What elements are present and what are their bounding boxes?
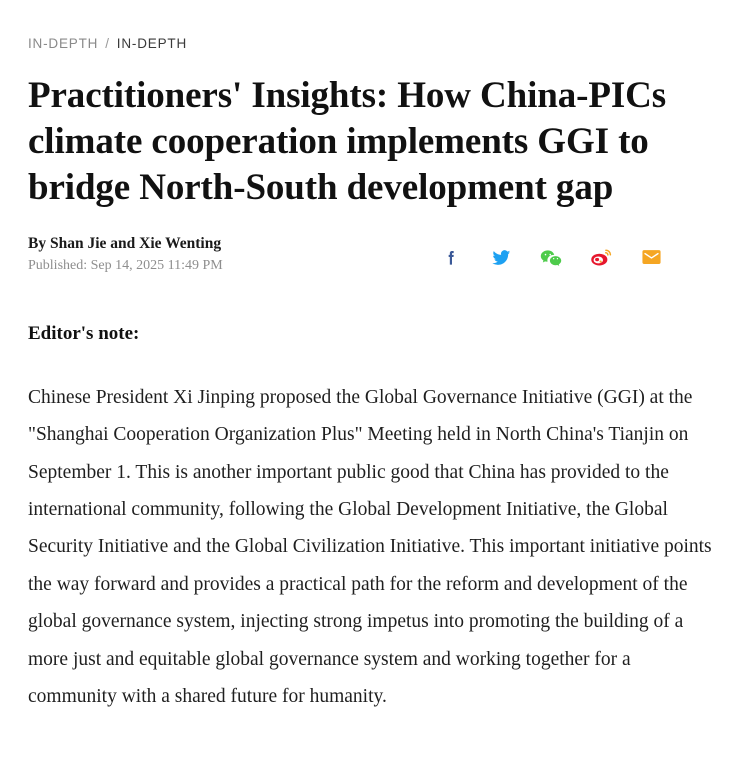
author-byline: By Shan Jie and Xie Wenting (28, 234, 222, 252)
wechat-icon[interactable] (540, 247, 562, 269)
weibo-icon[interactable] (590, 247, 612, 269)
published-timestamp: Published: Sep 14, 2025 11:49 PM (28, 257, 223, 273)
breadcrumb-current[interactable]: IN-DEPTH (116, 36, 188, 51)
article-body-paragraph: Chinese President Xi Jinping proposed the Global Governance Initiative (GGI) at the "Shanghai Cooperation Organization Plus" Meeting held in North China's Tianjin on September 1. This is another important public good that China has provided to the international community, following the Global Development Initiative, the Global Security Initiative and the Global Civilization Initiative. This important initiative points the way forward and provides a practical path for the reform and development of the global governance system, injecting strong impetus into promoting the building of a more just and equitable global governance system and working together for a community with a shared future for humanity. (28, 386, 712, 708)
twitter-icon[interactable] (490, 247, 512, 269)
breadcrumb (28, 36, 720, 51)
breadcrumb-parent[interactable]: IN-DEPTH (28, 36, 99, 51)
share-row (440, 247, 662, 269)
byline-block (28, 235, 720, 281)
message-icon[interactable] (640, 247, 662, 269)
editors-note-label: Editor's note: (28, 322, 140, 344)
page-title: Practitioners' Insights: How China-PICs climate cooperation implements GGI to bridge North-South development gap (28, 75, 667, 208)
breadcrumb-separator: / (105, 36, 110, 51)
facebook-icon[interactable] (440, 247, 462, 269)
